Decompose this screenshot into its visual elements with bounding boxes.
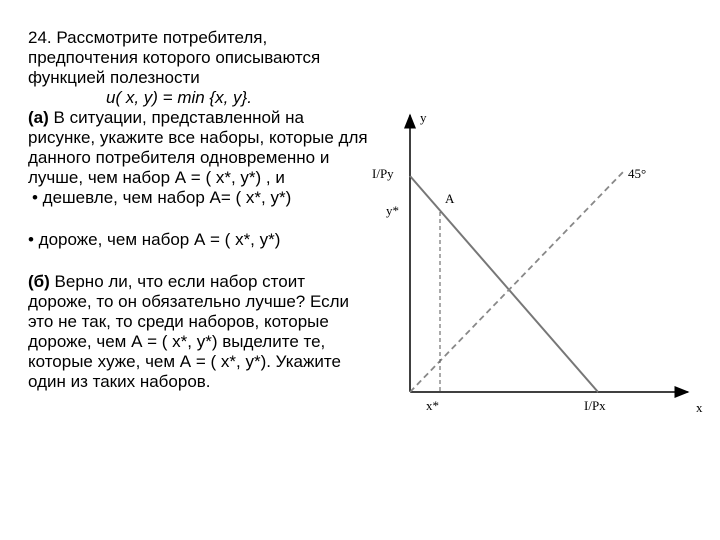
bullet-expensive: • дороже, чем набор А = ( x*, y*) [28,230,281,249]
budget-line [410,176,598,392]
part-b-text: Верно ли, что если набор стоит дороже, то он обязательно лучше? Если это не так, то среди наборов, которые дороже, чем А = ( x*, y*) выделите те, которые хуже, чем А = ( x*, y*). Укажите один из таких наборов. [28,272,350,391]
bullet-cheaper: • дешевле, чем набор А= ( x*, y*) [32,188,292,207]
part-a-label: (а) [28,108,49,127]
part-b-label: (б) [28,272,50,291]
x-intercept-label: I/Px [584,398,606,413]
part-b [28,272,373,392]
y-intercept-label: I/Py [372,166,394,181]
point-a-label: A [445,191,455,206]
x-star-label: x* [426,398,439,413]
diagonal-label: 45° [628,166,647,181]
x-axis-label: x [696,400,703,415]
part-a [28,108,373,188]
diagonal-45-line [410,170,625,392]
y-axis-label: y [420,110,427,125]
utility-formula: u( x, y) = min {x, y}. [106,88,252,107]
budget-diagram [360,100,715,430]
problem-text [28,28,373,392]
part-a-text: В ситуации, представленной на рисунке, укажите все наборы, которые для данного потребителя одновременно и лучше, чем набор А = ( x*, y*) , и [28,108,368,187]
problem-intro: 24. Рассмотрите потребителя, предпочтения которого описываются функцией полезности [28,28,321,87]
y-star-label: y* [386,203,399,218]
